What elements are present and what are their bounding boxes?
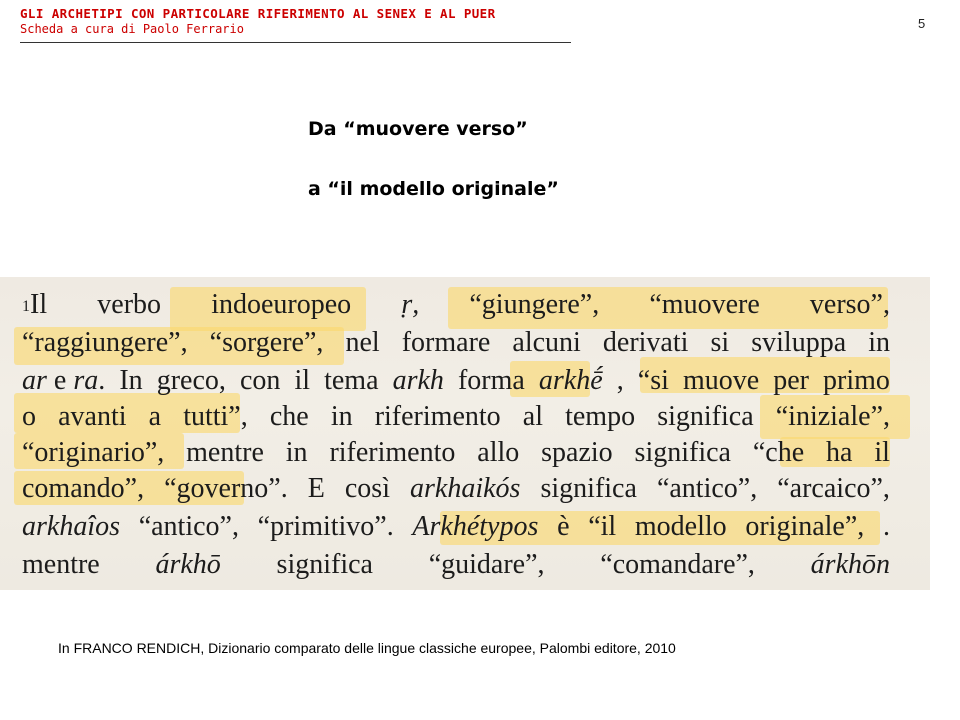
scan-line-2: “raggiungere”, “sorgere”, nel formare alcuni derivati si sviluppa in: [22, 327, 890, 358]
slide-header: [20, 6, 496, 36]
header-rule: [20, 42, 571, 43]
scanned-text-image: [0, 277, 930, 590]
scan-line-6: comando”, “governo”. E così arkhaikós significa “antico”, “arcaico”,: [22, 473, 890, 504]
scan-line-1: $^1$Il verbo indoeuropeo ṛ, “giungere”, “muovere verso”,: [22, 289, 890, 320]
scan-line-8: mentre árkhō significa “guidare”, “comandare”, árkhōn: [22, 549, 890, 580]
scan-line-7: arkhaîos “antico”, “primitivo”. Arkhétypos è “il modello originale”, .: [22, 511, 890, 542]
header-title: GLI ARCHETIPI CON PARTICOLARE RIFERIMENTO AL SENEX E AL PUER: [20, 6, 496, 21]
scan-line-5: “originario”, mentre in riferimento allo spazio significa “che ha il: [22, 437, 890, 468]
heading-line-1: Da “muovere verso”: [308, 118, 528, 140]
scan-line-3: ar e ra. In greco, con il tema arkh forma arkhḗ , “si muove per primo: [22, 365, 890, 396]
scan-line-4: o avanti a tutti”, che in riferimento al tempo significa “iniziale”,: [22, 401, 890, 432]
heading-line-2: a “il modello originale”: [308, 178, 559, 200]
page-number: 5: [918, 16, 926, 31]
citation: In FRANCO RENDICH, Dizionario comparato delle lingue classiche europee, Palombi editore, 2010: [58, 640, 676, 656]
header-subtitle: Scheda a cura di Paolo Ferrario: [20, 22, 244, 36]
